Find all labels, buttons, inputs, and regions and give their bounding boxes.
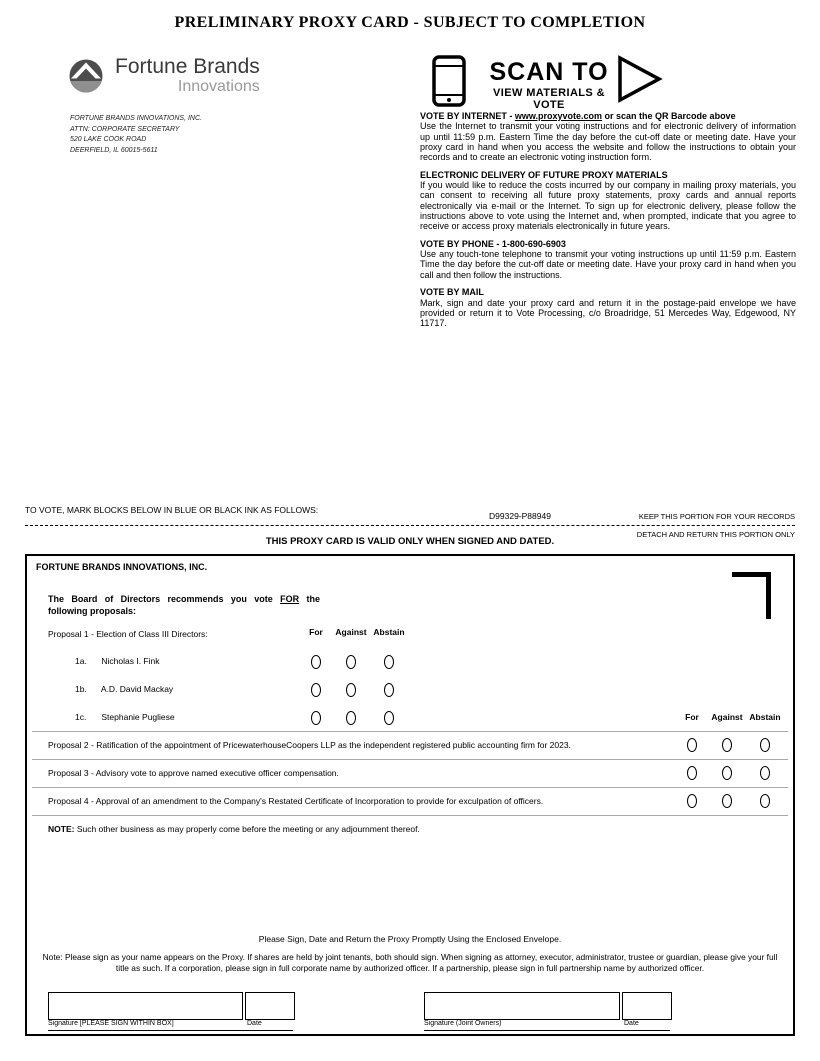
- checkbox-1b-for[interactable]: [311, 683, 321, 697]
- against-column-header: Against: [711, 712, 743, 722]
- nominee-number: 1b.: [75, 684, 87, 694]
- abstain-column-header: Abstain: [373, 627, 405, 637]
- nominee-row-1c: [75, 712, 175, 722]
- company-address: [70, 114, 202, 156]
- signature-joint-label: Signature (Joint Owners): [424, 1020, 502, 1027]
- vote-options-p2: [676, 738, 784, 752]
- checkbox-p4-against[interactable]: [722, 794, 732, 808]
- signature-primary-label: Signature [PLEASE SIGN WITHIN BOX]: [48, 1020, 174, 1027]
- keep-portion-label: KEEP THIS PORTION FOR YOUR RECORDS: [638, 512, 795, 521]
- vote-options-1c: [300, 711, 408, 725]
- checkbox-p3-against[interactable]: [722, 766, 732, 780]
- vote-options-1b: [300, 683, 408, 697]
- vote-options-1a: [300, 655, 408, 669]
- vote-options-p3: [676, 766, 784, 780]
- checkbox-1a-abstain[interactable]: [384, 655, 394, 669]
- nominee-row-1a: [75, 656, 159, 666]
- vote-by-mail-body: Mark, sign and date your proxy card and return it in the postage-paid envelope we have provided or return it to Vote Processing, c/o Broadridge, 51 Mercedes Way, Edgewood, NY 11717.: [420, 297, 796, 329]
- checkbox-p2-against[interactable]: [722, 738, 732, 752]
- checkbox-1c-for[interactable]: [311, 711, 321, 725]
- nominee-number: 1c.: [75, 712, 87, 722]
- detach-portion-label: DETACH AND RETURN THIS PORTION ONLY: [636, 530, 795, 539]
- note-text: Such other business as may properly come before the meeting or any adjournment thereof.: [74, 824, 420, 834]
- proposal-4-text: Proposal 4 - Approval of an amendment to the Company's Restated Certificate of Incorporation to provide for exculpation of officers.: [48, 796, 544, 806]
- checkbox-p2-abstain[interactable]: [760, 738, 770, 752]
- brand-name: Fortune Brands: [115, 55, 260, 78]
- vote-by-internet-body: Use the Internet to transmit your voting instructions and for electronic delivery of information up until 11:59 p.m. Eastern Time the day before the cut-off date or meeting date. Have your proxy card in hand when you access the website and follow the instructions to obtain your records and to create an electronic voting instruction form.: [420, 121, 796, 163]
- heading-text: or scan the QR Barcode above: [602, 111, 736, 121]
- electronic-delivery-body: If you would like to reduce the costs incurred by our company in mailing proxy materials, you can consent to receiving all future proxy statements, proxy cards and annual reports electronically via e-mail or the Internet. To sign up for electronic delivery, please follow the instructions above to vote using the Internet and, when prompted, indicate that you agree to receive or access proxy materials electronically in future years.: [420, 180, 796, 232]
- abstain-column-header: Abstain: [749, 712, 781, 722]
- checkbox-p2-for[interactable]: [687, 738, 697, 752]
- proposal-divider: [32, 731, 788, 732]
- signature-box-primary[interactable]: [48, 992, 243, 1020]
- recommendation-for: FOR: [280, 594, 300, 604]
- date-joint-label: Date: [624, 1020, 639, 1027]
- checkbox-1b-abstain[interactable]: [384, 683, 394, 697]
- checkbox-1a-against[interactable]: [346, 655, 356, 669]
- detach-perforation-line: [25, 525, 795, 526]
- proposal-divider: [32, 815, 788, 816]
- against-column-header: Against: [335, 627, 367, 637]
- address-line: ATTN: CORPORATE SECRETARY: [70, 125, 180, 133]
- ballot-card: [25, 554, 795, 1036]
- scan-to-label: SCAN TO: [489, 58, 609, 86]
- view-materials-label: VIEW MATERIALS & VOTE: [493, 87, 605, 111]
- checkbox-1c-abstain[interactable]: [384, 711, 394, 725]
- checkbox-p4-abstain[interactable]: [760, 794, 770, 808]
- brand-subname: Innovations: [177, 78, 260, 96]
- date-primary-label: Date: [247, 1020, 262, 1027]
- date-box-joint[interactable]: [622, 992, 672, 1020]
- vote-by-phone-body: Use any touch-tone telephone to transmit your voting instructions up until 11:59 p.m. Eastern Time the day before the cut-off date or meeting date. Have your proxy card in hand when you call and then follow the instructions.: [420, 249, 796, 280]
- smartphone-icon: [432, 55, 466, 112]
- mark-blocks-instruction: TO VOTE, MARK BLOCKS BELOW IN BLUE OR BLACK INK AS FOLLOWS:: [25, 505, 319, 515]
- nominee-name: A.D. David Mackay: [100, 684, 174, 694]
- note-label: NOTE:: [48, 824, 75, 834]
- signature-rule: [48, 1030, 293, 1031]
- nominee-name: Nicholas I. Fink: [101, 656, 160, 666]
- vote-column-headers-right: [676, 712, 784, 722]
- signature-box-joint[interactable]: [424, 992, 620, 1020]
- company-logo: [66, 56, 260, 101]
- board-recommendation: [48, 594, 320, 617]
- control-number: D99329-P88949: [489, 511, 551, 521]
- checkbox-1a-for[interactable]: [311, 655, 321, 669]
- recommendation-text: the following proposals:: [48, 594, 320, 616]
- vote-by-mail-heading: VOTE BY MAIL: [420, 287, 484, 298]
- address-line: FORTUNE BRANDS INNOVATIONS, INC.: [70, 115, 202, 122]
- proposal-1-label: Proposal 1 - Election of Class III Directors:: [48, 629, 208, 639]
- nominee-row-1b: [75, 684, 173, 694]
- signature-rule: [424, 1030, 670, 1031]
- corner-registration-mark: [732, 572, 771, 619]
- address-line: DEERFIELD, IL 60015-5611: [70, 146, 158, 154]
- electronic-delivery-heading: ELECTRONIC DELIVERY OF FUTURE PROXY MATERIALS: [420, 169, 668, 180]
- ballot-company-name: FORTUNE BRANDS INNOVATIONS, INC.: [36, 562, 208, 572]
- vote-options-p4: [676, 794, 784, 808]
- page-title: PRELIMINARY PROXY CARD - SUBJECT TO COMPLETION: [174, 14, 646, 31]
- nominee-name: Stephanie Pugliese: [101, 712, 175, 722]
- checkbox-p4-for[interactable]: [687, 794, 697, 808]
- proposal-3-text: Proposal 3 - Advisory vote to approve named executive officer compensation.: [48, 768, 339, 778]
- proposal-2-text: Proposal 2 - Ratification of the appointment of PricewaterhouseCoopers LLP as the independent registered public accounting firm for 2023.: [48, 740, 571, 750]
- checkbox-1c-against[interactable]: [346, 711, 356, 725]
- vote-column-headers-left: [300, 627, 408, 637]
- checkbox-1b-against[interactable]: [346, 683, 356, 697]
- date-box-primary[interactable]: [245, 992, 295, 1020]
- address-line: 520 LAKE COOK ROAD: [70, 136, 147, 143]
- sign-date-return-prompt: Please Sign, Date and Return the Proxy Promptly Using the Enclosed Envelope.: [258, 934, 562, 944]
- for-column-header: For: [309, 627, 323, 637]
- play-arrow-icon: [616, 54, 664, 109]
- proxyvote-link[interactable]: www.proxyvote.com: [514, 111, 603, 121]
- nominee-number: 1a.: [75, 656, 87, 666]
- checkbox-p3-for[interactable]: [687, 766, 697, 780]
- vote-by-phone-heading: VOTE BY PHONE - 1-800-690-6903: [420, 238, 566, 249]
- scan-to-vote-banner: [478, 60, 620, 111]
- logo-wordmark: [115, 56, 260, 96]
- heading-text: VOTE BY INTERNET -: [420, 111, 515, 121]
- other-business-note: [48, 824, 688, 834]
- proposal-divider: [32, 787, 788, 788]
- fortune-brands-logo-icon: [66, 56, 106, 101]
- recommendation-text: The Board of Directors recommends you vote: [48, 594, 281, 604]
- for-column-header: For: [685, 712, 699, 722]
- valid-when-signed-notice: THIS PROXY CARD IS VALID ONLY WHEN SIGNED AND DATED.: [265, 536, 555, 547]
- vote-instructions: [420, 111, 796, 329]
- signature-instructions-note: Note: Please sign as your name appears on the Proxy. If shares are held by joint tenants, both should sign. When signing as attorney, executor, administrator, trustee or guardian, please give your full title as such. If a corporation, please sign in full corporate name by authorized officer. If a partnership, please sign in full partnership name by authorized officer.: [42, 952, 778, 973]
- vote-by-internet-heading: [420, 111, 796, 121]
- checkbox-p3-abstain[interactable]: [760, 766, 770, 780]
- proposal-divider: [32, 759, 788, 760]
